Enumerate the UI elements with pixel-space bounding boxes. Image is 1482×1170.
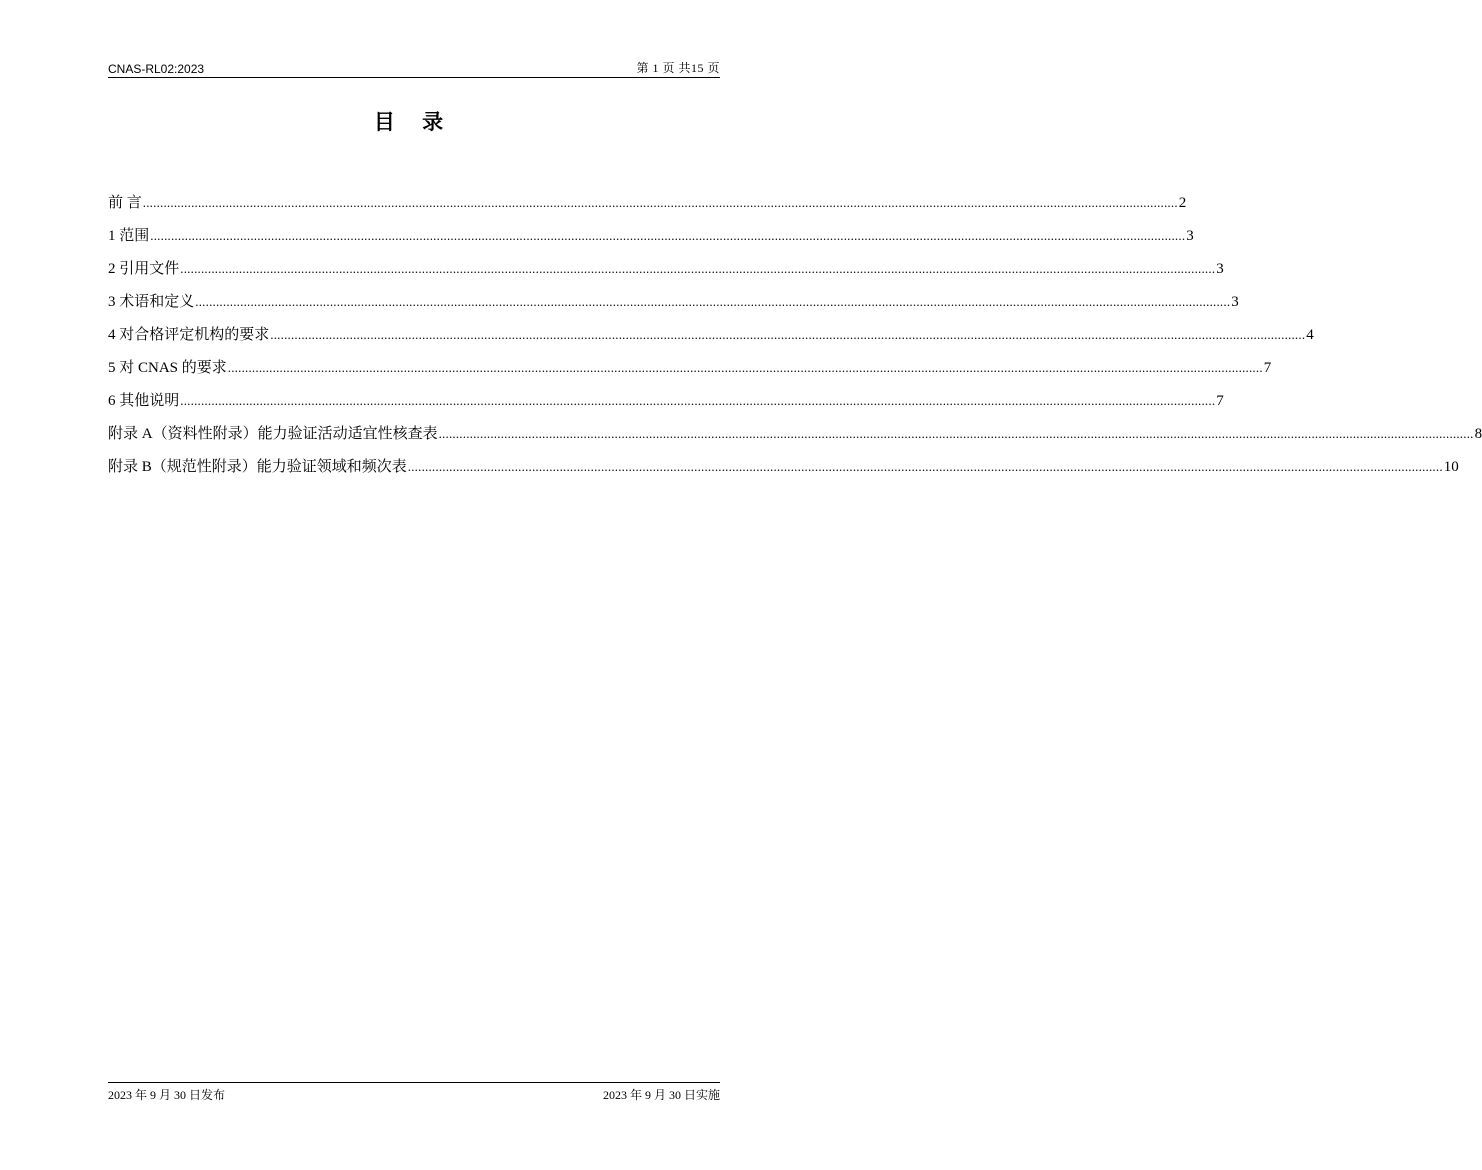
toc-entry[interactable]	[108, 422, 1482, 455]
page-footer	[108, 1082, 720, 1103]
toc-entry-page: 8	[1474, 426, 1482, 442]
toc-entry-page: 7	[1216, 393, 1224, 409]
toc-entry[interactable]	[108, 389, 1224, 422]
page-number: 第 1 页 共15 页	[636, 61, 720, 75]
toc-entry[interactable]	[108, 257, 1224, 290]
toc-entry-page: 4	[1306, 327, 1314, 343]
toc-entry-label: 2 引用文件	[108, 261, 180, 277]
toc-entry-page: 3	[1231, 294, 1239, 310]
toc-leader-dots: ............................................................................................................................................................................................................................................................................................................	[180, 393, 1216, 408]
toc-leader-dots: ............................................................................................................................................................................................................................................................................................................	[150, 228, 1186, 243]
toc-entry-label: 3 术语和定义	[108, 294, 195, 310]
toc-entry-label: 6 其他说明	[108, 393, 180, 409]
toc-entry-label: 4 对合格评定机构的要求	[108, 327, 270, 343]
table-of-contents	[108, 191, 1482, 488]
toc-entry-label: 前 言	[108, 195, 142, 211]
toc-leader-dots: ............................................................................................................................................................................................................................................................................................................	[270, 327, 1306, 342]
issue-date: 2023 年 9 月 30 日发布	[108, 1088, 226, 1102]
toc-entry[interactable]	[108, 224, 1194, 257]
toc-leader-dots: ............................................................................................................................................................................................................................................................................................................	[195, 294, 1231, 309]
toc-entry-page: 10	[1443, 459, 1459, 475]
toc-entry-page: 2	[1178, 195, 1187, 211]
toc-entry[interactable]	[108, 290, 1239, 323]
toc-entry[interactable]	[108, 455, 1459, 488]
toc-leader-dots: ............................................................................................................................................................................................................................................................................................................	[438, 426, 1474, 441]
document-code: CNAS-RL02:2023	[108, 62, 205, 76]
toc-entry-label: 附录 B（规范性附录）能力验证领域和频次表	[108, 459, 407, 475]
toc-entry[interactable]	[108, 323, 1314, 356]
toc-entry[interactable]	[108, 191, 1187, 224]
toc-entry-page: 7	[1263, 360, 1272, 376]
toc-entry-label: 附录 A（资料性附录）能力验证活动适宜性核查表	[108, 426, 438, 442]
page-header	[108, 60, 720, 78]
page-title: 目 录	[373, 110, 454, 134]
toc-leader-dots: ............................................................................................................................................................................................................................................................................................................	[180, 261, 1216, 276]
toc-entry-label: 5 对 CNAS 的要求	[108, 360, 227, 376]
toc-leader-dots: ............................................................................................................................................................................................................................................................................................................	[227, 360, 1263, 375]
effective-date: 2023 年 9 月 30 日实施	[602, 1088, 720, 1102]
toc-entry-label: 1 范围	[108, 228, 150, 244]
toc-entry-page: 3	[1216, 261, 1224, 277]
toc-leader-dots: ............................................................................................................................................................................................................................................................................................................	[407, 459, 1443, 474]
toc-entry[interactable]	[108, 356, 1272, 389]
toc-entry-page: 3	[1186, 228, 1194, 244]
toc-leader-dots: ............................................................................................................................................................................................................................................................................................................	[142, 195, 1178, 210]
